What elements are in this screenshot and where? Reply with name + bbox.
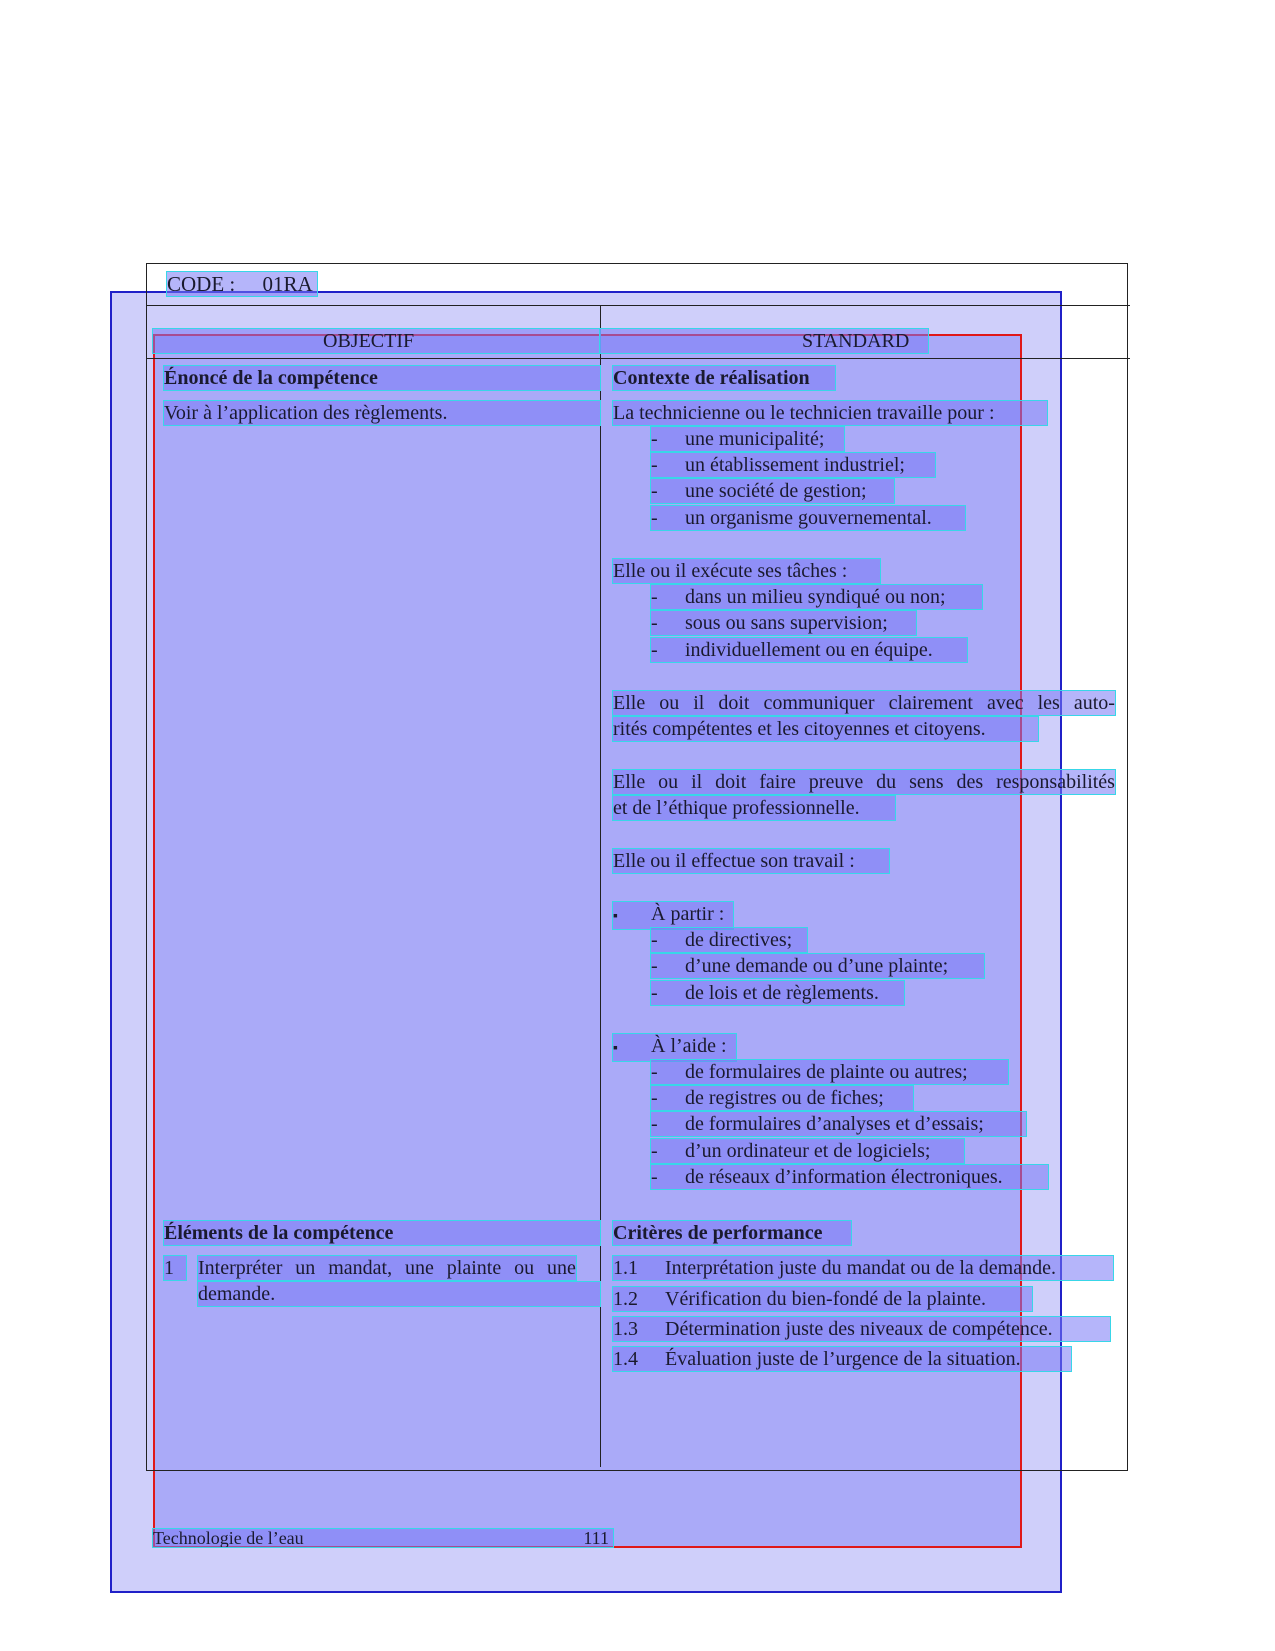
- partir-item: - de lois et de règlements.: [651, 981, 904, 1005]
- partir-label: ▪ À partir :: [613, 902, 733, 929]
- element-number: 1: [164, 1256, 186, 1280]
- tache-item: - individuellement ou en équipe.: [651, 638, 967, 662]
- elements-title: Éléments de la compétence: [164, 1221, 600, 1245]
- critere-item: 1.1 Interprétation juste du mandat ou de la demande.: [613, 1256, 1113, 1280]
- element-line-2: demande.: [198, 1282, 600, 1306]
- footer: [153, 1529, 613, 1547]
- header-rule: [146, 305, 1130, 306]
- critere-item: 1.2 Vérification du bien-fondé de la plainte.: [613, 1287, 1032, 1311]
- employer-item: - un établissement industriel;: [651, 453, 935, 477]
- aide-item: - de registres ou de fiches;: [651, 1086, 913, 1110]
- contexte-title: Contexte de réalisation: [613, 366, 835, 390]
- aide-item: - d’un ordinateur et de logiciels;: [651, 1139, 964, 1163]
- ethique-line-1: Elle ou il doit faire preuve du sens des responsabilités: [613, 771, 1115, 793]
- column-divider: [600, 305, 601, 1467]
- employer-item: - un organisme gouvernemental.: [651, 506, 965, 530]
- critere-item: 1.3 Détermination juste des niveaux de compétence.: [613, 1317, 1110, 1341]
- aide-item: - de formulaires d’analyses et d’essais;: [651, 1112, 1026, 1136]
- tache-item: - sous ou sans supervision;: [651, 611, 916, 635]
- code-field: [167, 272, 317, 296]
- code-label: CODE :: [167, 272, 236, 296]
- enonce-title: Énoncé de la compétence: [164, 366, 600, 390]
- code-value: 01RA: [262, 272, 313, 296]
- aide-item: - de réseaux d’information électroniques.: [651, 1165, 1048, 1189]
- aide-label: ▪ À l’aide :: [613, 1034, 736, 1061]
- criteres-title: Critères de performance: [613, 1221, 851, 1245]
- employer-item: - une municipalité;: [651, 427, 844, 451]
- partir-item: - d’une demande ou d’une plainte;: [651, 954, 984, 978]
- column-header-rule: [146, 358, 1130, 359]
- aide-item: - de formulaires de plainte ou autres;: [651, 1060, 1008, 1084]
- column-header-standard: STANDARD: [600, 329, 928, 353]
- element-line-1: Interpréter un mandat, une plainte ou une: [198, 1257, 576, 1279]
- footer-program: Technologie de l’eau: [153, 1528, 304, 1548]
- partir-item: - de directives;: [651, 928, 807, 952]
- footer-page-number: 111: [583, 1528, 609, 1548]
- critere-item: 1.4 Évaluation juste de l’urgence de la situation.: [613, 1347, 1071, 1371]
- employer-item: - une société de gestion;: [651, 479, 894, 503]
- contexte-intro: La technicienne ou le technicien travaille pour :: [613, 401, 1047, 425]
- communication-line-1: Elle ou il doit communiquer clairement avec les auto-: [613, 692, 1115, 714]
- enonce-text: Voir à l’application des règlements.: [164, 401, 600, 425]
- ethique-line-2: et de l’éthique professionnelle.: [613, 796, 895, 820]
- communication-line-2: rités compétentes et les citoyennes et citoyens.: [613, 717, 1038, 741]
- column-header-objectif: OBJECTIF: [153, 329, 600, 353]
- taches-intro: Elle ou il exécute ses tâches :: [613, 559, 880, 583]
- travail-intro: Elle ou il effectue son travail :: [613, 849, 889, 873]
- tache-item: - dans un milieu syndiqué ou non;: [651, 585, 982, 609]
